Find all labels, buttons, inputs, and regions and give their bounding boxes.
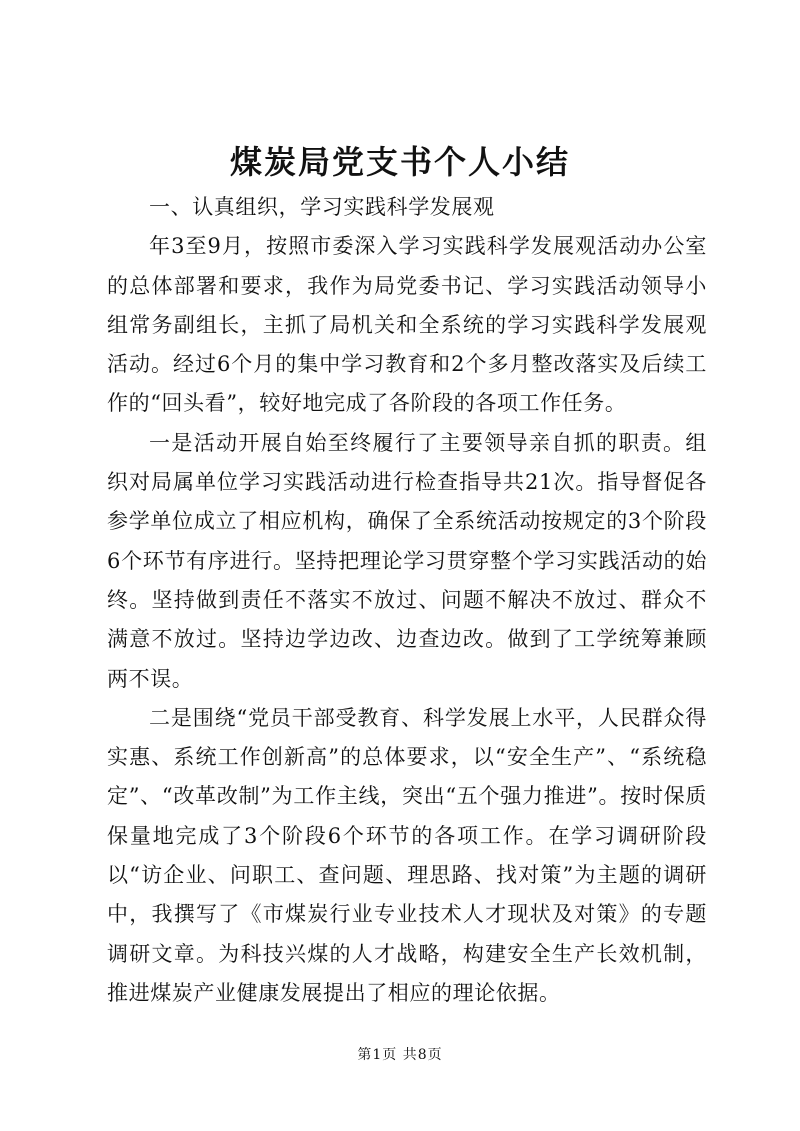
section-heading: 一、认真组织，学习实践科学发展观 [149, 195, 495, 219]
document-body [107, 188, 707, 1013]
paragraph: 二是围绕“党员干部受教育、科学发展上水平，人民群众得实惠、系统工作创新高”的总体要求，以“安全生产”、“系统稳定”、“改革改制”为工作主线，突出“五个强力推进”。按时保质保量地完成了3个阶段6个环节的各项工作。在学习调研阶段以“访企业、问职工、查问题、理思路、找对策”为主题的调研中，我撰写了《市煤炭行业专业技术人才现状及对策》的专题调研文章。为科技兴煤的人才战略，构建安全生产长效机制，推进煤炭产业健康发展提出了相应的理论依据。 [107, 705, 707, 1005]
document-title: 煤炭局党支书个人小结 [229, 143, 570, 181]
page-number-footer: 第1页 共8页 [357, 1047, 443, 1063]
paragraph: 一是活动开展自始至终履行了主要领导亲自抓的职责。组织对局属单位学习实践活动进行检查指导共21次。指导督促各参学单位成立了相应机构，确保了全系统活动按规定的3个阶段6个环节有序进行。坚持把理论学习贯穿整个学习实践活动的始终。坚持做到责任不落实不放过、问题不解决不放过、群众不满意不放过。坚持边学边改、边查边改。做到了工学统筹兼顾两不误。 [107, 430, 707, 691]
paragraph: 年3至9月，按照市委深入学习实践科学发展观活动办公室的总体部署和要求，我作为局党委书记、学习实践活动领导小组常务副组长，主抓了局机关和全系统的学习实践科学发展观活动。经过6个月的集中学习教育和2个多月整改落实及后续工作的“回头看”，较好地完成了各阶段的各项工作任务。 [107, 234, 707, 416]
